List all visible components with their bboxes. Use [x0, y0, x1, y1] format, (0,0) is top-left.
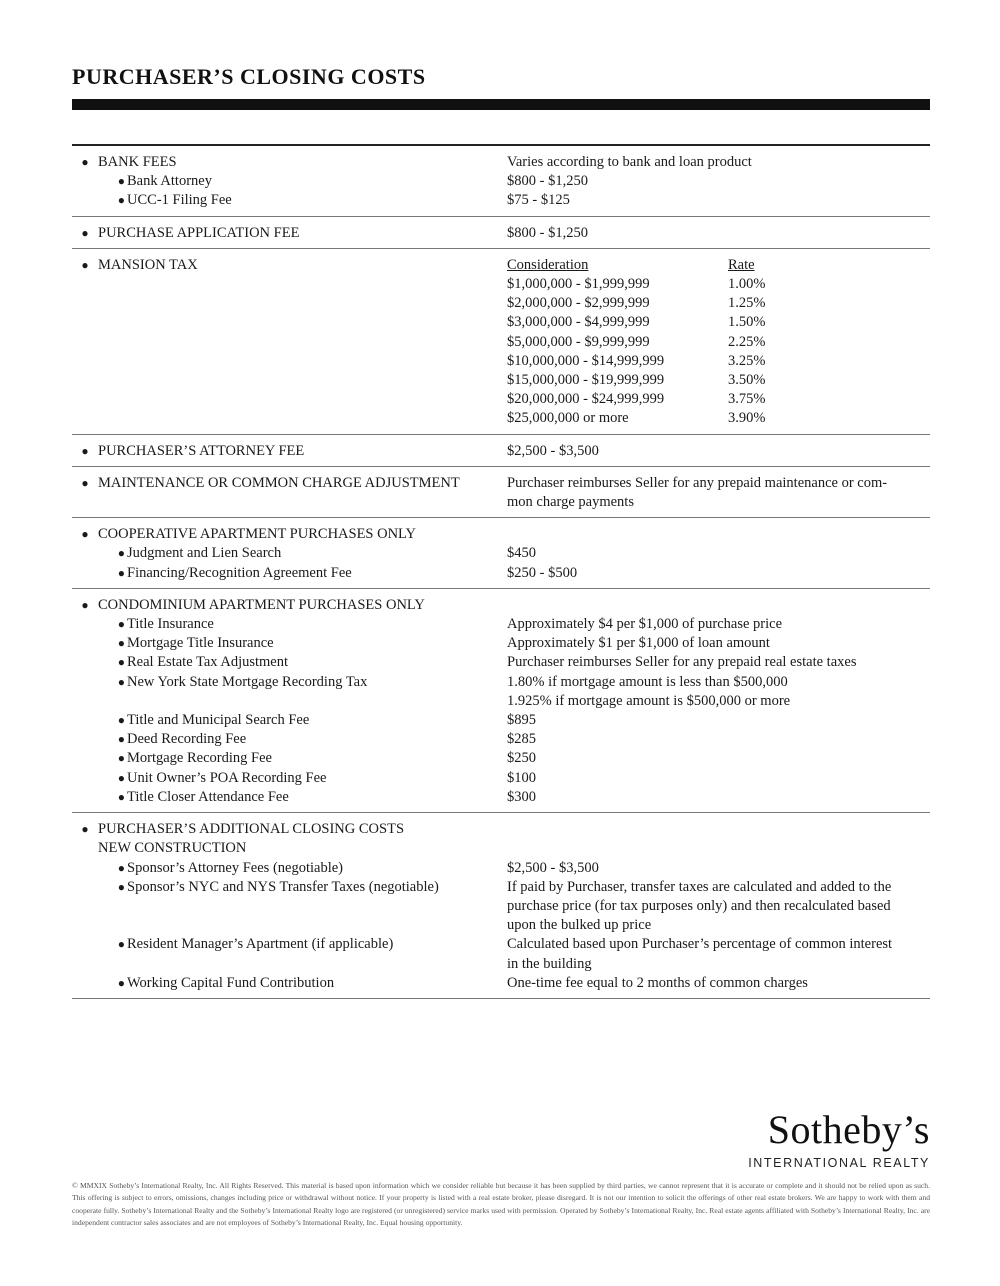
item-value: Purchaser reimburses Seller for any prepaid real estate taxes	[507, 654, 857, 671]
section-heading-row	[72, 153, 930, 172]
item-value: upon the bulked up price	[507, 917, 652, 934]
list-item	[72, 878, 930, 897]
list-item	[72, 673, 930, 692]
list-item	[72, 172, 930, 191]
rate-cell: 3.90%	[728, 410, 766, 427]
bullet-icon: ●	[117, 751, 125, 766]
item-value: $250	[507, 750, 536, 767]
section-bank-fees	[72, 146, 930, 217]
bullet-icon: ●	[117, 636, 125, 651]
item-value: $75 - $125	[507, 192, 570, 209]
list-item	[72, 544, 930, 563]
bullet-icon: ●	[117, 879, 125, 894]
bullet-icon: ●	[81, 257, 89, 272]
rate-cell: 1.50%	[728, 314, 766, 331]
section-mansion-tax	[72, 249, 930, 435]
section-maintenance-adjustment	[72, 467, 930, 518]
consideration-cell: $10,000,000 - $14,999,999	[507, 352, 665, 369]
item-label: Financing/Recognition Agreement Fee	[127, 564, 352, 581]
section-label: PURCHASE APPLICATION FEE	[98, 224, 300, 241]
item-label: Title Insurance	[127, 616, 214, 633]
section-value: Purchaser reimburses Seller for any prepaid maintenance or com-	[507, 474, 888, 491]
bullet-icon: ●	[117, 860, 125, 875]
item-label: Title Closer Attendance Fee	[127, 788, 289, 805]
bullet-icon: ●	[117, 546, 125, 561]
bullet-icon: ●	[81, 527, 89, 542]
rate-cell: 1.00%	[728, 276, 766, 293]
bullet-icon: ●	[81, 225, 89, 240]
item-label: Resident Manager’s Apartment (if applicable)	[127, 936, 394, 953]
section-heading-row	[72, 256, 930, 275]
section-sublabel: NEW CONSTRUCTION	[98, 840, 247, 857]
continuation-row	[72, 916, 930, 935]
section-heading-row	[72, 525, 930, 544]
continuation-row	[72, 955, 930, 974]
bullet-icon: ●	[117, 975, 125, 990]
item-label: Title and Municipal Search Fee	[127, 712, 310, 729]
table-row	[72, 294, 930, 313]
section-cooperative	[72, 518, 930, 589]
item-label: Sponsor’s NYC and NYS Transfer Taxes (negotiable)	[127, 878, 439, 895]
section-label: MAINTENANCE OR COMMON CHARGE ADJUSTMENT	[98, 474, 460, 491]
item-label: Judgment and Lien Search	[127, 545, 282, 562]
section-value: $2,500 - $3,500	[507, 442, 599, 459]
consideration-cell: $5,000,000 - $9,999,999	[507, 333, 650, 350]
bullet-icon: ●	[117, 732, 125, 747]
table-row	[72, 371, 930, 390]
rate-cell: 1.25%	[728, 295, 766, 312]
bullet-icon: ●	[81, 443, 89, 458]
item-label: New York State Mortgage Recording Tax	[127, 673, 368, 690]
item-value: Approximately $4 per $1,000 of purchase price	[507, 616, 783, 633]
item-label: Unit Owner’s POA Recording Fee	[127, 769, 327, 786]
continuation-row	[72, 493, 930, 512]
section-label: BANK FEES	[98, 154, 177, 170]
rate-header: Rate	[728, 256, 755, 273]
list-item	[72, 711, 930, 730]
item-value: purchase price (for tax purposes only) and then recalculated based	[507, 897, 891, 914]
item-value: $450	[507, 545, 536, 562]
section-value: Varies according to bank and loan product	[507, 154, 752, 170]
item-value: in the building	[507, 955, 592, 972]
item-value: $800 - $1,250	[507, 173, 588, 190]
item-value: 1.925% if mortgage amount is $500,000 or more	[507, 692, 791, 709]
page-title: PURCHASER’S CLOSING COSTS	[72, 64, 426, 89]
item-label: Mortgage Title Insurance	[127, 635, 274, 652]
item-value: $2,500 - $3,500	[507, 859, 599, 876]
bullet-icon: ●	[117, 655, 125, 670]
item-label: Real Estate Tax Adjustment	[127, 654, 289, 671]
bullet-icon: ●	[117, 174, 125, 189]
consideration-cell: $2,000,000 - $2,999,999	[507, 295, 650, 312]
continuation-row	[72, 897, 930, 916]
bullet-icon: ●	[81, 155, 89, 169]
section-heading-row	[72, 839, 930, 858]
item-value: One-time fee equal to 2 months of common charges	[507, 974, 808, 991]
list-item	[72, 769, 930, 788]
item-value: $300	[507, 788, 536, 805]
list-item	[72, 974, 930, 993]
section-heading-row	[72, 474, 930, 493]
bullet-icon: ●	[81, 475, 89, 490]
bullet-icon: ●	[117, 789, 125, 804]
section-condominium	[72, 589, 930, 813]
table-row	[72, 409, 930, 428]
title-rule	[72, 99, 930, 110]
table-row	[72, 333, 930, 352]
rate-cell: 2.25%	[728, 333, 766, 350]
bullet-icon: ●	[117, 617, 125, 632]
section-label: COOPERATIVE APARTMENT PURCHASES ONLY	[98, 526, 416, 543]
item-value: 1.80% if mortgage amount is less than $500,000	[507, 673, 788, 690]
continuation-row	[72, 692, 930, 711]
list-item	[72, 935, 930, 954]
section-label: CONDOMINIUM APARTMENT PURCHASES ONLY	[98, 596, 425, 613]
section-heading-row	[72, 442, 930, 461]
section-new-construction	[72, 813, 930, 999]
legal-disclaimer: © MMXIX Sotheby’s International Realty, Inc. All Rights Reserved. This material is based upon information which we consider reliable but because it has been supplied by third parties, we cannot represent that it is accurate or complete and it should not be relied upon as such. This offering is subject to errors, omissions, changes including price or withdrawal without notice. If your property is listed with a real estate broker, please disregard. It is not our intention to solicit the offerings of other real estate brokers. We are happy to work with them and cooperate fully. Sotheby’s International Realty and the Sotheby’s International Realty logo are registered (or unregistered) service marks used with permission. Operated by Sotheby’s International Realty, Inc. Real estate agents affiliated with Sotheby’s International Realty, Inc. are independent contractor sales associates and are not employees of Sotheby’s International Realty, Inc. Equal housing opportunity.	[72, 1181, 930, 1228]
table-row	[72, 275, 930, 294]
list-item	[72, 859, 930, 878]
bullet-icon: ●	[117, 770, 125, 785]
bullet-icon: ●	[117, 565, 125, 580]
section-value: $800 - $1,250	[507, 224, 588, 241]
item-label: Mortgage Recording Fee	[127, 750, 272, 767]
item-label: UCC-1 Filing Fee	[127, 192, 232, 209]
sothebys-logo	[748, 1108, 930, 1170]
item-value: $250 - $500	[507, 564, 578, 581]
closing-costs-list	[72, 144, 930, 999]
consideration-header: Consideration	[507, 256, 589, 273]
list-item	[72, 788, 930, 807]
section-label: PURCHASER’S ATTORNEY FEE	[98, 442, 305, 459]
logo-wordmark: Sotheby’s	[767, 1107, 930, 1152]
table-row	[72, 313, 930, 332]
item-value: If paid by Purchaser, transfer taxes are calculated and added to the	[507, 878, 892, 895]
list-item	[72, 730, 930, 749]
section-value: mon charge payments	[507, 494, 634, 511]
bullet-icon: ●	[117, 713, 125, 728]
rate-cell: 3.50%	[728, 372, 766, 389]
list-item	[72, 653, 930, 672]
consideration-cell: $25,000,000 or more	[507, 410, 629, 427]
item-value: Approximately $1 per $1,000 of loan amount	[507, 635, 770, 652]
table-row	[72, 390, 930, 409]
section-heading-row	[72, 820, 930, 839]
list-item	[72, 749, 930, 768]
item-value: $100	[507, 769, 536, 786]
bullet-icon: ●	[117, 193, 125, 208]
section-heading-row	[72, 224, 930, 243]
consideration-cell: $3,000,000 - $4,999,999	[507, 314, 650, 331]
item-value: $895	[507, 712, 536, 729]
list-item	[72, 634, 930, 653]
logo-subtitle: INTERNATIONAL REALTY	[748, 1156, 930, 1170]
rate-cell: 3.75%	[728, 391, 766, 408]
consideration-cell: $1,000,000 - $1,999,999	[507, 276, 650, 293]
section-attorney-fee	[72, 435, 930, 467]
item-value: Calculated based upon Purchaser’s percentage of common interest	[507, 936, 893, 953]
section-label: MANSION TAX	[98, 256, 198, 273]
item-label: Sponsor’s Attorney Fees (negotiable)	[127, 859, 343, 876]
bullet-icon: ●	[117, 674, 125, 689]
item-label: Deed Recording Fee	[127, 731, 247, 748]
item-label: Bank Attorney	[127, 173, 212, 190]
section-label: PURCHASER’S ADDITIONAL CLOSING COSTS	[98, 821, 405, 838]
section-purchase-application-fee	[72, 217, 930, 249]
bullet-icon: ●	[81, 597, 89, 612]
list-item	[72, 191, 930, 210]
table-row	[72, 352, 930, 371]
item-label: Working Capital Fund Contribution	[127, 974, 335, 991]
list-item	[72, 615, 930, 634]
item-value: $285	[507, 731, 536, 748]
consideration-cell: $20,000,000 - $24,999,999	[507, 391, 665, 408]
bullet-icon: ●	[81, 822, 89, 837]
list-item	[72, 564, 930, 583]
consideration-cell: $15,000,000 - $19,999,999	[507, 372, 665, 389]
bullet-icon: ●	[117, 937, 125, 952]
rate-cell: 3.25%	[728, 352, 766, 369]
section-heading-row	[72, 596, 930, 615]
